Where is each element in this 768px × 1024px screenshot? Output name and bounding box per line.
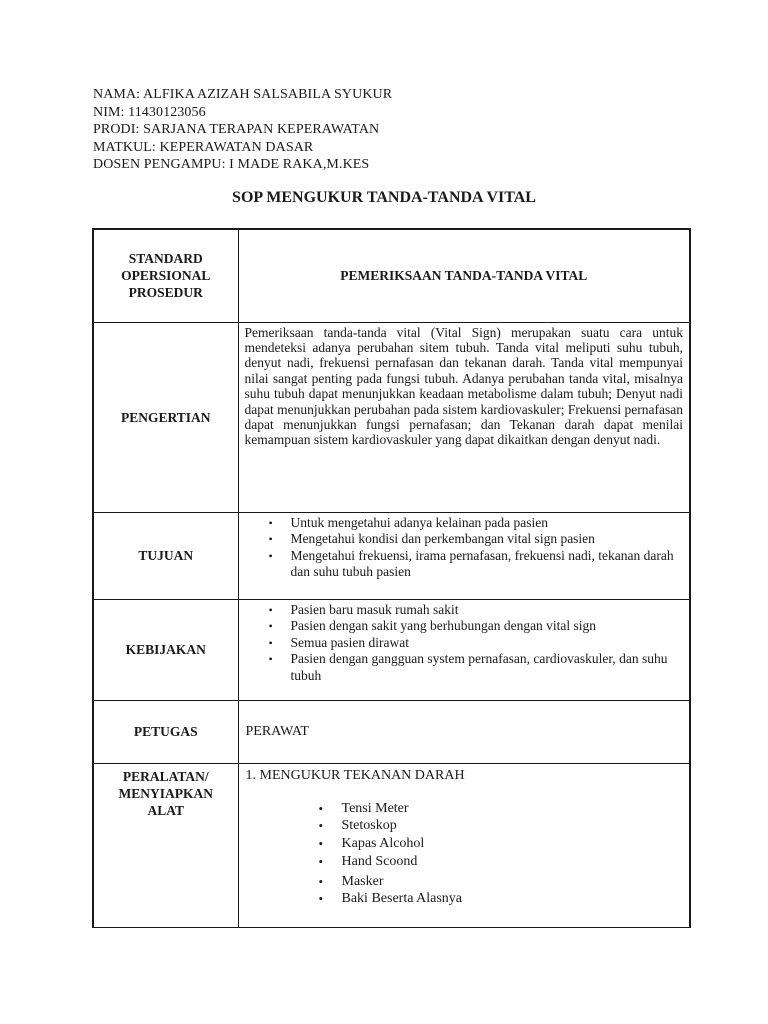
table-row-kebijakan (93, 599, 690, 700)
pengertian-text: Pemeriksaan tanda-tanda vital (Vital Sign) merupakan suatu cara untuk mendeteksi adanya perubahan sitem tubuh. Tanda vital meliputi suhu tubuh, denyut nadi, frekuensi pernafasan dan tekanan darah. Tanda vital mempunyai nilai sangat penting pada fungsi tubuh. Adanya perubahan tanda vital, misalnya suhu tubuh dapat menunjukkan keadaan metabolisme dalam tubuh; Denyut nadi dapat menunjukkan perubahan pada sistem kardiovaskuler; Frekuensi pernafasan dapat menunjukkan fungsi pernafasan; dan Tekanan darah dapat menilai kemampuan sistem kardiovaskuler yang dapat dikaitkan dengan denyut nadi. (238, 322, 690, 512)
lecturer-name: DOSEN PENGAMPU: I MADE RAKA,M.KES (93, 157, 370, 173)
course-name: MATKUL: KEPERAWATAN DASAR (93, 139, 314, 155)
document-title: SOP MENGUKUR TANDA-TANDA VITAL (232, 189, 536, 206)
kebijakan-list (239, 602, 690, 685)
list-item: • Tensi Meter (342, 800, 690, 818)
table-row-peralatan (93, 763, 690, 927)
student-info (93, 86, 392, 174)
peralatan-list (246, 800, 690, 909)
row-label-pengertian: PENGERTIAN (93, 322, 238, 512)
sop-table (92, 228, 691, 928)
student-nim: NIM: 11430123056 (93, 104, 206, 120)
row-label-kebijakan: KEBIJAKAN (93, 599, 238, 700)
sop-label-cell (93, 229, 238, 322)
petugas-value: PERAWAT (238, 700, 690, 763)
tujuan-cell (238, 512, 690, 599)
peralatan-cell (238, 763, 690, 927)
table-row-petugas (93, 700, 690, 763)
list-item: • Baki Beserta Alasnya (342, 890, 690, 908)
table-header-row (93, 229, 690, 322)
row-label-peralatan (93, 763, 238, 927)
table-row-tujuan (93, 512, 690, 599)
peralatan-heading: 1. MENGUKUR TEKANAN DARAH (245, 767, 465, 783)
list-item: • Untuk mengetahui adanya kelainan pada pasien (291, 515, 682, 532)
row-label-petugas: PETUGAS (93, 700, 238, 763)
peralatan-label-line: PERALATAN/ (122, 768, 209, 784)
student-name: NAMA: ALFIKA AZIZAH SALSABILA SYUKUR (93, 87, 393, 102)
sop-label-line: PROSEDUR (128, 285, 203, 301)
list-item: • Mengetahui kondisi dan perkembangan vital sign pasien (291, 531, 682, 548)
list-item: • Stetoskop (342, 817, 690, 835)
student-prodi: PRODI: SARJANA TERAPAN KEPERAWATAN (93, 122, 380, 138)
procedure-title: PEMERIKSAAN TANDA-TANDA VITAL (238, 229, 690, 322)
list-item: • Masker (342, 873, 690, 891)
sop-label-line: STANDARD (128, 251, 203, 267)
list-item: • Kapas Alcohol (342, 835, 690, 853)
sop-label-line: OPERSIONAL (121, 268, 211, 284)
table-row-pengertian (93, 322, 690, 512)
list-item: • Hand Scoond (342, 853, 690, 871)
peralatan-label-line: ALAT (147, 802, 184, 818)
kebijakan-cell (238, 599, 690, 700)
list-item: • Pasien dengan sakit yang berhubungan dengan vital sign (291, 618, 682, 635)
list-item: • Mengetahui frekuensi, irama pernafasan, frekuensi nadi, tekanan darah dan suhu tubuh pasien (291, 548, 682, 581)
list-item: • Semua pasien dirawat (291, 635, 682, 652)
row-label-tujuan: TUJUAN (93, 512, 238, 599)
tujuan-list (239, 515, 690, 581)
list-item: • Pasien baru masuk rumah sakit (291, 602, 682, 619)
peralatan-label-line: MENYIAPKAN (118, 785, 213, 801)
list-item: • Pasien dengan gangguan system pernafasan, cardiovaskuler, dan suhu tubuh (291, 651, 682, 684)
